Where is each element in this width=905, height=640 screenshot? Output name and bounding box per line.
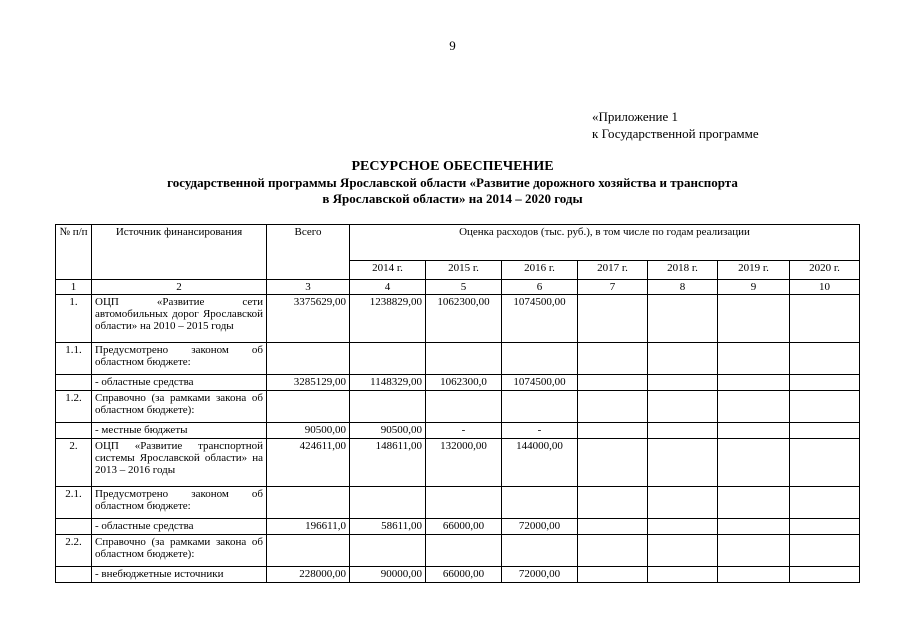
row-2016: 72000,00 xyxy=(502,519,578,535)
row-empty-year xyxy=(648,343,718,375)
row-empty-year xyxy=(648,519,718,535)
row-total: 228000,00 xyxy=(267,567,350,583)
row-empty-year xyxy=(718,343,790,375)
column-number: 6 xyxy=(502,280,578,295)
row-2016: 72000,00 xyxy=(502,567,578,583)
appendix-line-1: «Приложение 1 xyxy=(592,109,679,124)
row-empty-year xyxy=(648,375,718,391)
row-2014 xyxy=(350,535,426,567)
row-empty-year xyxy=(718,439,790,487)
row-2016 xyxy=(502,487,578,519)
row-2015 xyxy=(426,487,502,519)
row-empty-year xyxy=(790,375,860,391)
row-empty-year xyxy=(718,391,790,423)
appendix-note xyxy=(592,108,759,142)
row-2016: - xyxy=(502,423,578,439)
row-empty-year xyxy=(648,295,718,343)
row-number: 1.2. xyxy=(56,391,92,423)
row-empty-year xyxy=(578,375,648,391)
row-number: 2.1. xyxy=(56,487,92,519)
column-number: 10 xyxy=(790,280,860,295)
resource-table xyxy=(55,224,860,583)
row-empty-year xyxy=(578,535,648,567)
header-year: 2014 г. xyxy=(350,261,426,280)
row-empty-year xyxy=(578,391,648,423)
row-total xyxy=(267,391,350,423)
table-row xyxy=(56,519,860,535)
row-total: 3375629,00 xyxy=(267,295,350,343)
document-heading xyxy=(0,159,905,207)
row-empty-year xyxy=(790,391,860,423)
row-2015: 66000,00 xyxy=(426,567,502,583)
row-2014: 148611,00 xyxy=(350,439,426,487)
row-2014: 90500,00 xyxy=(350,423,426,439)
appendix-line-2: к Государственной программе xyxy=(592,126,759,141)
row-number xyxy=(56,567,92,583)
row-empty-year xyxy=(648,439,718,487)
row-source: Предусмотрено законом об областном бюджете: xyxy=(92,343,267,375)
row-empty-year xyxy=(578,343,648,375)
row-empty-year xyxy=(790,423,860,439)
row-2014: 90000,00 xyxy=(350,567,426,583)
row-2014: 1148329,00 xyxy=(350,375,426,391)
row-2014 xyxy=(350,391,426,423)
row-2016: 1074500,00 xyxy=(502,375,578,391)
row-empty-year xyxy=(578,567,648,583)
column-numbers-row xyxy=(56,280,860,295)
row-empty-year xyxy=(718,423,790,439)
row-2015: 132000,00 xyxy=(426,439,502,487)
row-empty-year xyxy=(790,567,860,583)
row-empty-year xyxy=(578,423,648,439)
row-2014 xyxy=(350,343,426,375)
row-2015: - xyxy=(426,423,502,439)
row-empty-year xyxy=(718,567,790,583)
row-total: 424611,00 xyxy=(267,439,350,487)
table-row xyxy=(56,487,860,519)
heading-title: РЕСУРСНОЕ ОБЕСПЕЧЕНИЕ xyxy=(351,159,554,174)
header-year: 2016 г. xyxy=(502,261,578,280)
table-row xyxy=(56,535,860,567)
row-empty-year xyxy=(790,295,860,343)
row-total: 90500,00 xyxy=(267,423,350,439)
row-empty-year xyxy=(648,567,718,583)
header-year: 2018 г. xyxy=(648,261,718,280)
row-number xyxy=(56,375,92,391)
row-total xyxy=(267,343,350,375)
header-year: 2020 г. xyxy=(790,261,860,280)
row-empty-year xyxy=(648,487,718,519)
row-source: Справочно (за рамками закона об областном бюджете): xyxy=(92,535,267,567)
row-2014: 1238829,00 xyxy=(350,295,426,343)
header-year: 2019 г. xyxy=(718,261,790,280)
row-empty-year xyxy=(718,295,790,343)
row-2016 xyxy=(502,391,578,423)
row-empty-year xyxy=(718,487,790,519)
row-number xyxy=(56,519,92,535)
column-number: 9 xyxy=(718,280,790,295)
header-year: 2015 г. xyxy=(426,261,502,280)
row-source: - областные средства xyxy=(92,375,267,391)
row-empty-year xyxy=(578,439,648,487)
row-empty-year xyxy=(578,487,648,519)
row-empty-year xyxy=(790,519,860,535)
column-number: 2 xyxy=(92,280,267,295)
column-number: 1 xyxy=(56,280,92,295)
row-total xyxy=(267,487,350,519)
row-2015: 1062300,00 xyxy=(426,295,502,343)
row-number: 1. xyxy=(56,295,92,343)
header-row xyxy=(56,225,860,261)
header-total: Всего xyxy=(267,225,350,280)
header-year: 2017 г. xyxy=(578,261,648,280)
column-number: 3 xyxy=(267,280,350,295)
row-source: ОЦП «Развитие транспортной системы Ярославской области» на 2013 – 2016 годы xyxy=(92,439,267,487)
row-2016: 144000,00 xyxy=(502,439,578,487)
row-2014: 58611,00 xyxy=(350,519,426,535)
row-2015 xyxy=(426,343,502,375)
row-empty-year xyxy=(790,343,860,375)
row-empty-year xyxy=(718,375,790,391)
heading-line-2: государственной программы Ярославской области «Развитие дорожного хозяйства и транспорта xyxy=(167,175,738,190)
row-2014 xyxy=(350,487,426,519)
row-empty-year xyxy=(790,535,860,567)
header-num: № п/п xyxy=(56,225,92,280)
row-2015 xyxy=(426,391,502,423)
row-source: - областные средства xyxy=(92,519,267,535)
table-row xyxy=(56,343,860,375)
table-row xyxy=(56,423,860,439)
page-number: 9 xyxy=(449,38,456,53)
header-estimate: Оценка расходов (тыс. руб.), в том числе по годам реализации xyxy=(350,225,860,261)
row-empty-year xyxy=(578,519,648,535)
row-empty-year xyxy=(718,535,790,567)
row-2016: 1074500,00 xyxy=(502,295,578,343)
heading-line-3: в Ярославской области» на 2014 – 2020 годы xyxy=(322,191,583,206)
table-row xyxy=(56,375,860,391)
header-source: Источник финансирования xyxy=(92,225,267,280)
row-2015: 66000,00 xyxy=(426,519,502,535)
row-empty-year xyxy=(648,423,718,439)
row-2015 xyxy=(426,535,502,567)
row-total: 196611,0 xyxy=(267,519,350,535)
column-number: 8 xyxy=(648,280,718,295)
table-row xyxy=(56,439,860,487)
row-empty-year xyxy=(648,391,718,423)
row-number xyxy=(56,423,92,439)
row-2015: 1062300,0 xyxy=(426,375,502,391)
table-row xyxy=(56,391,860,423)
row-source: ОЦП «Развитие сети автомобильных дорог Ярославской области» на 2010 – 2015 годы xyxy=(92,295,267,343)
row-empty-year xyxy=(718,519,790,535)
column-number: 4 xyxy=(350,280,426,295)
column-number: 7 xyxy=(578,280,648,295)
row-empty-year xyxy=(578,295,648,343)
row-number: 1.1. xyxy=(56,343,92,375)
table-row xyxy=(56,295,860,343)
row-2016 xyxy=(502,343,578,375)
row-source: - внебюджетные источники xyxy=(92,567,267,583)
row-total: 3285129,00 xyxy=(267,375,350,391)
row-2016 xyxy=(502,535,578,567)
row-source: - местные бюджеты xyxy=(92,423,267,439)
row-number: 2.2. xyxy=(56,535,92,567)
row-number: 2. xyxy=(56,439,92,487)
table-row xyxy=(56,567,860,583)
row-empty-year xyxy=(790,487,860,519)
row-empty-year xyxy=(790,439,860,487)
column-number: 5 xyxy=(426,280,502,295)
row-total xyxy=(267,535,350,567)
row-empty-year xyxy=(648,535,718,567)
row-source: Справочно (за рамками закона об областном бюджете): xyxy=(92,391,267,423)
row-source: Предусмотрено законом об областном бюджете: xyxy=(92,487,267,519)
